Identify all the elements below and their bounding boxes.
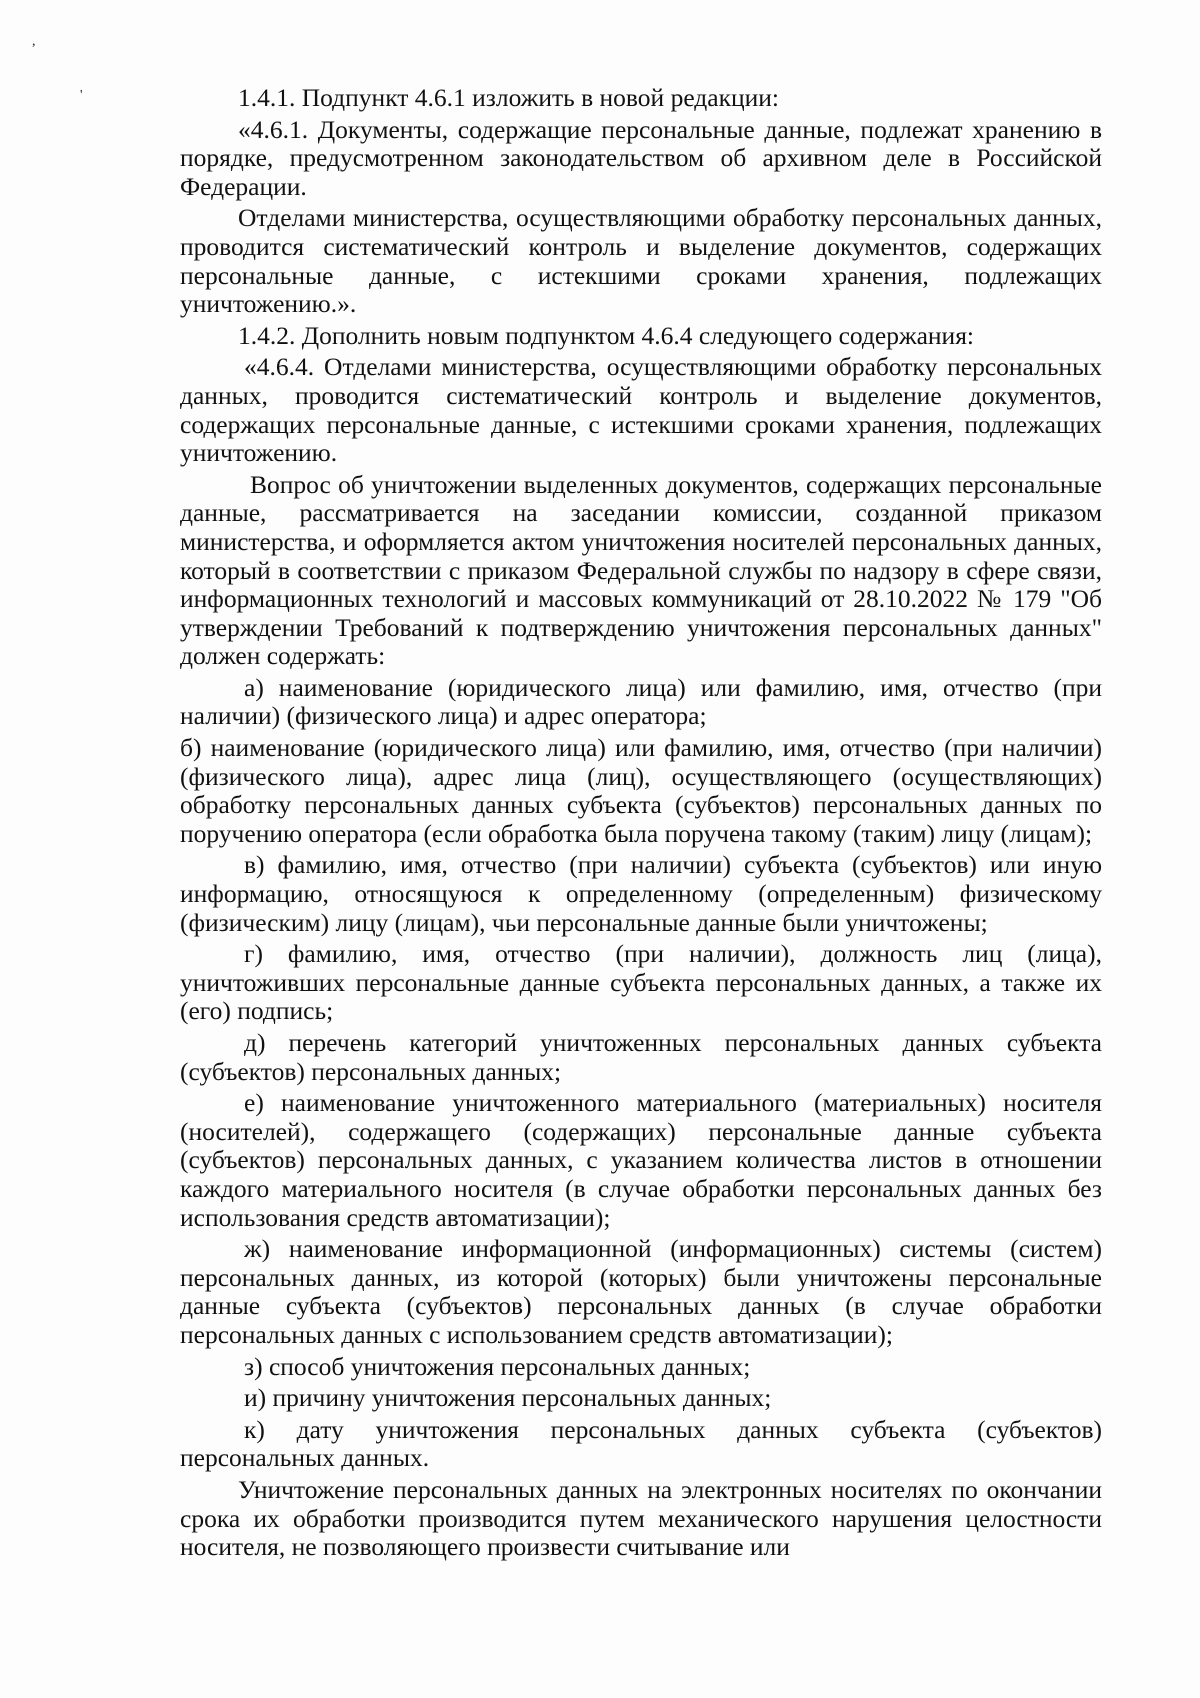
paragraph-4-6-4: «4.6.4. Отделами министерства, осуществляющими обработку персональных данных, проводится систематический контроль и выделение документов, содержащих персональные данные, с истекшими сроками хранения, подлежащих уничтожению.: [180, 352, 1102, 468]
comma-mark: ,: [32, 34, 36, 49]
paragraph-1-4-2: 1.4.2. Дополнить новым подпунктом 4.6.4 следующего содержания:: [238, 320, 975, 350]
list-item-z: з) способ уничтожения персональных данных;: [244, 1351, 751, 1381]
list-item-i: и) причину уничтожения персональных данных;: [244, 1383, 772, 1413]
list-item-k: к) дату уничтожения персональных данных субъекта (субъектов) персональных данных.: [180, 1414, 1102, 1473]
list-item-a: а) наименование (юридического лица) или фамилию, имя, отчество (при наличии) (физического лица) и адрес оператора;: [180, 672, 1102, 731]
dot-mark: ': [80, 88, 83, 103]
list-item-v: в) фамилию, имя, отчество (при наличии) субъекта (субъектов) или иную информацию, относящуюся к определенному (определенным) физическому (физическим) лицу (лицам), чьи персональные данные были уничтожены;: [180, 850, 1102, 937]
list-item-d: д) перечень категорий уничтоженных персональных данных субъекта (субъектов) персональных данных;: [180, 1028, 1102, 1086]
paragraph-4-6-1: «4.6.1. Документы, содержащие персональные данные, подлежат хранению в порядке, предусмотренном законодательством об архивном деле в Российской Федерации.: [180, 114, 1102, 201]
document-body: [180, 84, 1102, 1565]
list-item-g: г) фамилию, имя, отчество (при наличии), должность лиц (лица), уничтоживших персональные данные субъекта персональных данных, а также их (его) подпись;: [180, 939, 1102, 1026]
list-item-b: б) наименование (юридического лица) или фамилию, имя, отчество (при наличии) (физического лица), адрес лица (лиц), осуществляющего (осуществляющих) обработку персональных данных субъекта (субъектов) персональных данных по поручению оператора (если обработка была поручена такому (таким) лицу (лицам);: [180, 733, 1102, 848]
paragraph-electronic-media: Уничтожение персональных данных на электронных носителях по окончании срока их обработки производится путем механического нарушения целостности носителя, не позволяющего произвести считывание или: [180, 1474, 1102, 1562]
list-item-zh: ж) наименование информационной (информационных) системы (систем) персональных данных, из которой (которых) были уничтожены персональные данные субъекта (субъектов) персональных данных (в случае обработки персональных данных с использованием средств автоматизации);: [180, 1234, 1102, 1349]
paragraph-1-4-1: 1.4.1. Подпункт 4.6.1 изложить в новой редакции:: [238, 83, 780, 112]
paragraph-departments-control: Отделами министерства, осуществляющими обработку персональных данных, проводится систематический контроль и выделение документов, содержащих персональные данные, с истекшими сроками хранения, подлежащих уничтожению.».: [180, 203, 1102, 319]
list-item-e: е) наименование уничтоженного материального (материальных) носителя (носителей), содержащего (содержащих) персональные данные субъекта (субъектов) персональных данных, с указанием количества листов в отношении каждого материального носителя (в случае обработки персональных данных без использования средств автоматизации);: [180, 1088, 1102, 1232]
paragraph-destruction-question: Вопрос об уничтожении выделенных документов, содержащих персональные данные, рассматривается на заседании комиссии, созданной приказом министерства, и оформляется актом уничтожения носителей персональных данных, который в соответствии с приказом Федеральной службы по надзору в сфере связи, информационных технологий и массовых коммуникаций от 28.10.2022 № 179 "Об утверждении Требований к подтверждению уничтожения персональных данных" должен содержать:: [180, 469, 1102, 671]
